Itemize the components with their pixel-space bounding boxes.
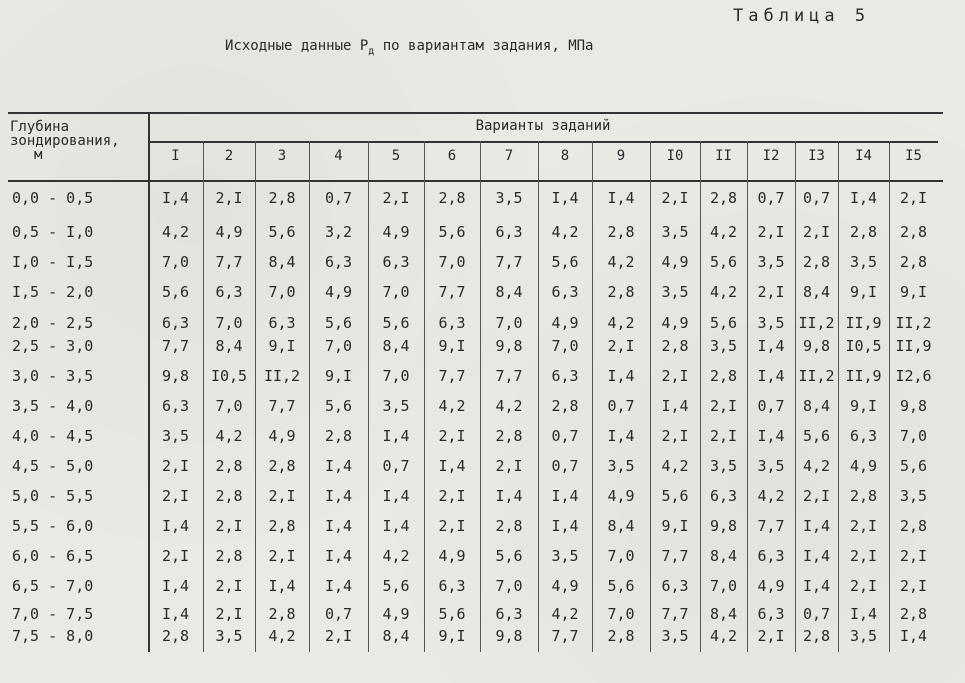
- depth-column-header: [10, 120, 140, 162]
- table-cell: 3,5: [661, 283, 689, 301]
- table-cell: 0,7: [324, 605, 353, 623]
- table-cell: 2,8: [802, 627, 831, 645]
- table-cell: 5,6: [438, 605, 466, 623]
- depth-range-label: 4,0 - 4,5: [12, 427, 94, 445]
- column-header-variant: 2: [224, 148, 234, 164]
- table-cell: 2,I: [268, 487, 296, 505]
- table-cell: 0,7: [551, 457, 579, 475]
- table-cell: 2,I: [161, 457, 190, 475]
- table-cell: 2,I: [215, 577, 243, 595]
- table-cell: 3,5: [495, 189, 523, 207]
- table-cell: 2,I: [607, 337, 635, 355]
- table-cell: 4,9: [438, 547, 466, 565]
- table-cell: 5,6: [802, 427, 831, 445]
- table-cell: 9,8: [802, 337, 831, 355]
- table-cell: 2,I: [215, 605, 243, 623]
- table-cell: 6,3: [495, 223, 523, 241]
- depth-range-label: 3,5 - 4,0: [12, 397, 94, 415]
- table-cell: 7,0: [551, 337, 579, 355]
- table-cell: I,4: [757, 427, 785, 445]
- depth-range-label: 3,0 - 3,5: [12, 367, 94, 385]
- table-cell: 2,8: [899, 253, 928, 271]
- table-cell: 4,2: [495, 397, 523, 415]
- table-cell: 2,8: [709, 367, 738, 385]
- table-cell: 2,8: [709, 189, 738, 207]
- table-cell: 2,I: [382, 189, 410, 207]
- caption-subscript: д: [368, 46, 375, 57]
- table-cell: 4,9: [382, 605, 410, 623]
- table-cell: 2,I: [757, 283, 785, 301]
- table-cell: 4,2: [802, 457, 831, 475]
- table-cell: I,4: [757, 367, 785, 385]
- depth-range-label: 2,0 - 2,5: [12, 314, 94, 332]
- variants-header: Варианты заданий: [475, 118, 611, 134]
- table-cell: 3,5: [661, 627, 689, 645]
- table-cell: 5,6: [661, 487, 689, 505]
- table-cell: 2,I: [324, 627, 353, 645]
- table-cell: 7,0: [899, 427, 928, 445]
- table-cell: 0,7: [757, 397, 785, 415]
- table-cell: I,4: [438, 457, 466, 475]
- table-cell: 2,8: [849, 487, 878, 505]
- table-cell: 4,9: [661, 253, 689, 271]
- table-cell: I,4: [324, 517, 353, 535]
- table-cell: I,4: [268, 577, 296, 595]
- table-cell: 4,2: [268, 627, 296, 645]
- table-cell: 7,0: [607, 547, 635, 565]
- table-cell: 2,8: [215, 547, 243, 565]
- table-cell: I,4: [661, 397, 689, 415]
- table-cell: 2,8: [899, 223, 928, 241]
- table-cell: II,9: [845, 367, 882, 385]
- table-cell: 4,2: [215, 427, 243, 445]
- table-cell: I,4: [757, 337, 785, 355]
- table-cell: 2,8: [215, 487, 243, 505]
- table-cell: 4,9: [661, 314, 689, 332]
- table-cell: 2,8: [495, 427, 523, 445]
- table-cell: 2,8: [324, 427, 353, 445]
- table-cell: 2,I: [802, 223, 831, 241]
- column-header-variant: 4: [334, 148, 343, 164]
- table-cell: 4,2: [709, 223, 738, 241]
- table-cell: 8,4: [802, 397, 831, 415]
- table-cell: 2,8: [899, 605, 928, 623]
- table-number: Таблица 5: [733, 6, 871, 26]
- table-cell: I,4: [382, 487, 410, 505]
- table-cell: 9,I: [268, 337, 296, 355]
- table-cell: 2,I: [661, 367, 689, 385]
- table-cell: I,4: [161, 605, 190, 623]
- table-cell: 7,7: [268, 397, 296, 415]
- table-cell: I,4: [802, 547, 831, 565]
- table-cell: 2,I: [215, 189, 243, 207]
- column-header-variant: II: [715, 148, 732, 164]
- table-cell: 8,4: [215, 337, 243, 355]
- table-cell: 7,7: [661, 605, 689, 623]
- table-cell: 4,9: [607, 487, 635, 505]
- table-cell: 5,6: [382, 577, 410, 595]
- table-cell: I,4: [802, 517, 831, 535]
- table-cell: 9,8: [161, 367, 190, 385]
- table-cell: I,4: [551, 189, 579, 207]
- table-cell: 2,I: [161, 487, 190, 505]
- table-cell: 7,0: [268, 283, 296, 301]
- table-cell: 7,0: [215, 314, 243, 332]
- table-cell: 2,I: [438, 427, 466, 445]
- table-cell: 2,I: [899, 189, 928, 207]
- table-cell: 3,5: [757, 314, 785, 332]
- table-cell: 7,0: [324, 337, 353, 355]
- table-cell: 6,3: [215, 283, 243, 301]
- table-cell: 2,I: [438, 517, 466, 535]
- column-header-variant: I4: [855, 148, 872, 164]
- table-cell: 4,2: [438, 397, 466, 415]
- table-cell: 5,6: [607, 577, 635, 595]
- table-cell: 7,7: [215, 253, 243, 271]
- table-cell: 6,3: [324, 253, 353, 271]
- table-cell: 7,7: [438, 367, 466, 385]
- table-cell: I,4: [161, 577, 190, 595]
- table-caption: [225, 38, 593, 57]
- table-cell: 0,7: [551, 427, 579, 445]
- table-cell: 5,6: [324, 397, 353, 415]
- table-cell: 6,3: [268, 314, 296, 332]
- table-cell: 7,0: [607, 605, 635, 623]
- table-cell: 2,I: [215, 517, 243, 535]
- table-cell: 4,2: [607, 314, 635, 332]
- depth-range-label: I,0 - I,5: [12, 253, 94, 271]
- table-cell: I,4: [607, 189, 635, 207]
- table-cell: 7,7: [495, 253, 523, 271]
- table-cell: 4,2: [757, 487, 785, 505]
- table-cell: I0,5: [210, 367, 248, 385]
- table-cell: 2,I: [438, 487, 466, 505]
- table-cell: 2,I: [661, 427, 689, 445]
- table-cell: 8,4: [268, 253, 296, 271]
- table-cell: 3,5: [382, 397, 410, 415]
- table-cell: I,4: [161, 517, 190, 535]
- table-cell: 4,9: [324, 283, 353, 301]
- table-cell: 2,8: [268, 189, 296, 207]
- table-cell: 2,I: [661, 189, 689, 207]
- table-cell: I,4: [551, 487, 579, 505]
- table-cell: 3,5: [899, 487, 928, 505]
- table-cell: 2,I: [268, 547, 296, 565]
- column-header-variant: 7: [504, 148, 514, 164]
- table-cell: 8,4: [709, 605, 738, 623]
- table-cell: 8,4: [382, 337, 410, 355]
- table-cell: 7,7: [757, 517, 785, 535]
- caption-prefix: Исходные данные: [225, 38, 360, 54]
- table-cell: 2,I: [849, 577, 878, 595]
- table-cell: 0,7: [757, 189, 785, 207]
- table-cell: 4,2: [161, 223, 190, 241]
- table-cell: I0,5: [845, 337, 882, 355]
- table-cell: 7,7: [161, 337, 190, 355]
- depth-header-unit: м: [34, 147, 43, 163]
- table-cell: I,4: [382, 517, 410, 535]
- table-cell: 2,I: [709, 427, 738, 445]
- table-cell: 4,9: [551, 314, 579, 332]
- table-cell: I,4: [899, 627, 928, 645]
- table-cell: 0,7: [802, 189, 831, 207]
- table-cell: 4,2: [607, 253, 635, 271]
- table-cell: I,4: [324, 577, 353, 595]
- table-cell: II,9: [895, 337, 932, 355]
- column-header-variant: 6: [447, 148, 457, 164]
- table-cell: 7,7: [661, 547, 689, 565]
- table-cell: I,4: [382, 427, 410, 445]
- column-header-variant: I2: [762, 148, 780, 164]
- table-cell: 2,I: [802, 487, 831, 505]
- table-cell: 3,5: [757, 457, 785, 475]
- table-cell: 9,I: [438, 337, 466, 355]
- table-cell: 9,I: [899, 283, 928, 301]
- table-cell: 2,8: [215, 457, 243, 475]
- column-header-variant: I: [171, 148, 180, 164]
- table-cell: 9,8: [495, 337, 523, 355]
- table-cell: 4,2: [709, 627, 738, 645]
- table-cell: 2,8: [438, 189, 466, 207]
- table-cell: 2,8: [268, 517, 296, 535]
- column-header-variant: I0: [666, 148, 684, 164]
- table-cell: 6,3: [438, 314, 466, 332]
- depth-range-label: 6,0 - 6,5: [12, 547, 94, 565]
- table-cell: 8,4: [382, 627, 410, 645]
- table-cell: I2,6: [895, 367, 932, 385]
- table-cell: 0,7: [607, 397, 635, 415]
- table-cell: 5,6: [495, 547, 523, 565]
- table-cell: 7,0: [382, 283, 410, 301]
- table-cell: 2,I: [849, 547, 878, 565]
- table-cell: 3,5: [709, 337, 738, 355]
- table-cell: 5,6: [709, 253, 738, 271]
- column-header-variant: 3: [277, 148, 287, 164]
- table-cell: 7,7: [438, 283, 466, 301]
- table-cell: 2,I: [899, 577, 928, 595]
- table-cell: 0,7: [802, 605, 831, 623]
- table-cell: II,9: [845, 314, 882, 332]
- table-cell: 7,0: [709, 577, 738, 595]
- table-cell: 6,3: [438, 577, 466, 595]
- table-cell: 2,I: [495, 457, 523, 475]
- column-header-variant: 9: [616, 148, 626, 164]
- table-cell: 7,0: [215, 397, 243, 415]
- table-cell: 8,4: [709, 547, 738, 565]
- table-cell: 6,3: [161, 397, 190, 415]
- table-cell: 6,3: [661, 577, 689, 595]
- depth-header-line1: Глубина: [10, 119, 70, 135]
- table-cell: I,4: [849, 605, 878, 623]
- table-cell: I,4: [849, 189, 878, 207]
- table-cell: I,4: [802, 577, 831, 595]
- table-cell: 3,5: [849, 253, 878, 271]
- table-cell: 2,8: [849, 223, 878, 241]
- table-cell: I,4: [324, 487, 353, 505]
- table-cell: I,4: [607, 367, 635, 385]
- table-cell: 4,9: [215, 223, 243, 241]
- table-cell: 6,3: [495, 605, 523, 623]
- table-cell: 2,8: [268, 605, 296, 623]
- depth-range-label: 5,5 - 6,0: [12, 517, 94, 535]
- table-cell: 5,6: [899, 457, 928, 475]
- table-cell: 2,8: [161, 627, 190, 645]
- table-cell: 3,5: [551, 547, 579, 565]
- caption-symbol: P: [359, 38, 369, 54]
- table-cell: 9,8: [709, 517, 738, 535]
- table-cell: 9,I: [849, 283, 878, 301]
- table-cell: 2,I: [709, 397, 738, 415]
- table-cell: I,4: [607, 427, 635, 445]
- depth-range-label: 5,0 - 5,5: [12, 487, 94, 505]
- table-cell: 2,8: [607, 223, 635, 241]
- table-cell: 5,6: [324, 314, 353, 332]
- table-cell: 6,3: [551, 283, 579, 301]
- table-cell: 5,6: [382, 314, 410, 332]
- table-cell: 7,0: [438, 253, 466, 271]
- depth-range-label: I,5 - 2,0: [12, 283, 94, 301]
- column-header-variant: I5: [905, 148, 922, 164]
- depth-range-label: 0,0 - 0,5: [12, 189, 94, 207]
- table-cell: 0,7: [324, 189, 353, 207]
- table-cell: II,2: [798, 367, 835, 385]
- table-cell: I,4: [495, 487, 523, 505]
- table-cell: 3,5: [215, 627, 243, 645]
- table-cell: 9,I: [661, 517, 689, 535]
- table-cell: 2,I: [757, 627, 785, 645]
- column-header-variant: 5: [391, 148, 401, 164]
- table-cell: 2,I: [849, 517, 878, 535]
- table-cell: II,2: [798, 314, 835, 332]
- table-cell: 2,8: [607, 283, 635, 301]
- table-cell: 9,8: [899, 397, 928, 415]
- table-cell: 6,3: [382, 253, 410, 271]
- table-cell: 7,7: [495, 367, 523, 385]
- table-cell: 2,8: [661, 337, 689, 355]
- table-cell: 9,I: [438, 627, 466, 645]
- table-cell: 4,2: [661, 457, 689, 475]
- table-cell: I,4: [324, 547, 353, 565]
- table-cell: 8,4: [607, 517, 635, 535]
- depth-range-label: 7,5 - 8,0: [12, 627, 94, 645]
- column-header-variant: 8: [560, 148, 570, 164]
- table-cell: 9,I: [849, 397, 878, 415]
- table-cell: 2,8: [802, 253, 831, 271]
- table-cell: 9,8: [495, 627, 523, 645]
- depth-range-label: 7,0 - 7,5: [12, 605, 94, 623]
- table-cell: 2,I: [757, 223, 785, 241]
- table-cell: 8,4: [802, 283, 831, 301]
- table-cell: 6,3: [849, 427, 878, 445]
- table-cell: 3,5: [661, 223, 689, 241]
- table-cell: 2,8: [495, 517, 523, 535]
- table-cell: 2,8: [607, 627, 635, 645]
- table-cell: 7,0: [495, 577, 523, 595]
- table-cell: 0,7: [382, 457, 410, 475]
- table-cell: 5,6: [709, 314, 738, 332]
- table-cell: II,2: [895, 314, 932, 332]
- table-cell: II,2: [263, 367, 301, 385]
- table-cell: 9,I: [324, 367, 353, 385]
- table-cell: 5,6: [438, 223, 466, 241]
- table-cell: 4,9: [849, 457, 878, 475]
- table-cell: 4,2: [382, 547, 410, 565]
- depth-range-label: 0,5 - I,0: [12, 223, 94, 241]
- table-cell: 3,5: [757, 253, 785, 271]
- table-cell: 2,8: [899, 517, 928, 535]
- table-cell: 4,9: [382, 223, 410, 241]
- table-cell: 2,8: [268, 457, 296, 475]
- table-cell: 3,5: [709, 457, 738, 475]
- table-cell: 6,3: [757, 547, 785, 565]
- table-cell: 7,0: [161, 253, 190, 271]
- table-cell: 3,5: [607, 457, 635, 475]
- table-cell: 4,2: [709, 283, 738, 301]
- table-cell: I,4: [161, 189, 190, 207]
- column-header-variant: I3: [808, 148, 825, 164]
- table-cell: 8,4: [495, 283, 523, 301]
- table-cell: 6,3: [709, 487, 738, 505]
- depth-range-label: 4,5 - 5,0: [12, 457, 94, 475]
- table-cell: 3,2: [324, 223, 353, 241]
- table-cell: 5,6: [268, 223, 296, 241]
- table-cell: 6,3: [551, 367, 579, 385]
- depth-range-label: 2,5 - 3,0: [12, 337, 94, 355]
- table-cell: 6,3: [757, 605, 785, 623]
- table-cell: 2,I: [161, 547, 190, 565]
- variants-rule: [148, 141, 938, 143]
- table-cell: 5,6: [161, 283, 190, 301]
- depth-range-label: 6,5 - 7,0: [12, 577, 94, 595]
- table-cell: 4,2: [551, 223, 579, 241]
- table-cell: 3,5: [161, 427, 190, 445]
- table-cell: 7,0: [495, 314, 523, 332]
- table-cell: 6,3: [161, 314, 190, 332]
- depth-header-line2: зондирования,: [10, 133, 120, 149]
- table-cell: 3,5: [849, 627, 878, 645]
- table-cell: 7,7: [551, 627, 579, 645]
- table-cell: I,4: [324, 457, 353, 475]
- table-cell: 2,I: [899, 547, 928, 565]
- table-cell: 5,6: [551, 253, 579, 271]
- table-cell: 4,9: [757, 577, 785, 595]
- table-cell: 2,8: [551, 397, 579, 415]
- table-cell: 4,9: [551, 577, 579, 595]
- table-cell: 4,2: [551, 605, 579, 623]
- caption-suffix: по вариантам задания, МПа: [374, 38, 594, 54]
- table-cell: I,4: [551, 517, 579, 535]
- table-cell: 7,0: [382, 367, 410, 385]
- table-cell: 4,9: [268, 427, 296, 445]
